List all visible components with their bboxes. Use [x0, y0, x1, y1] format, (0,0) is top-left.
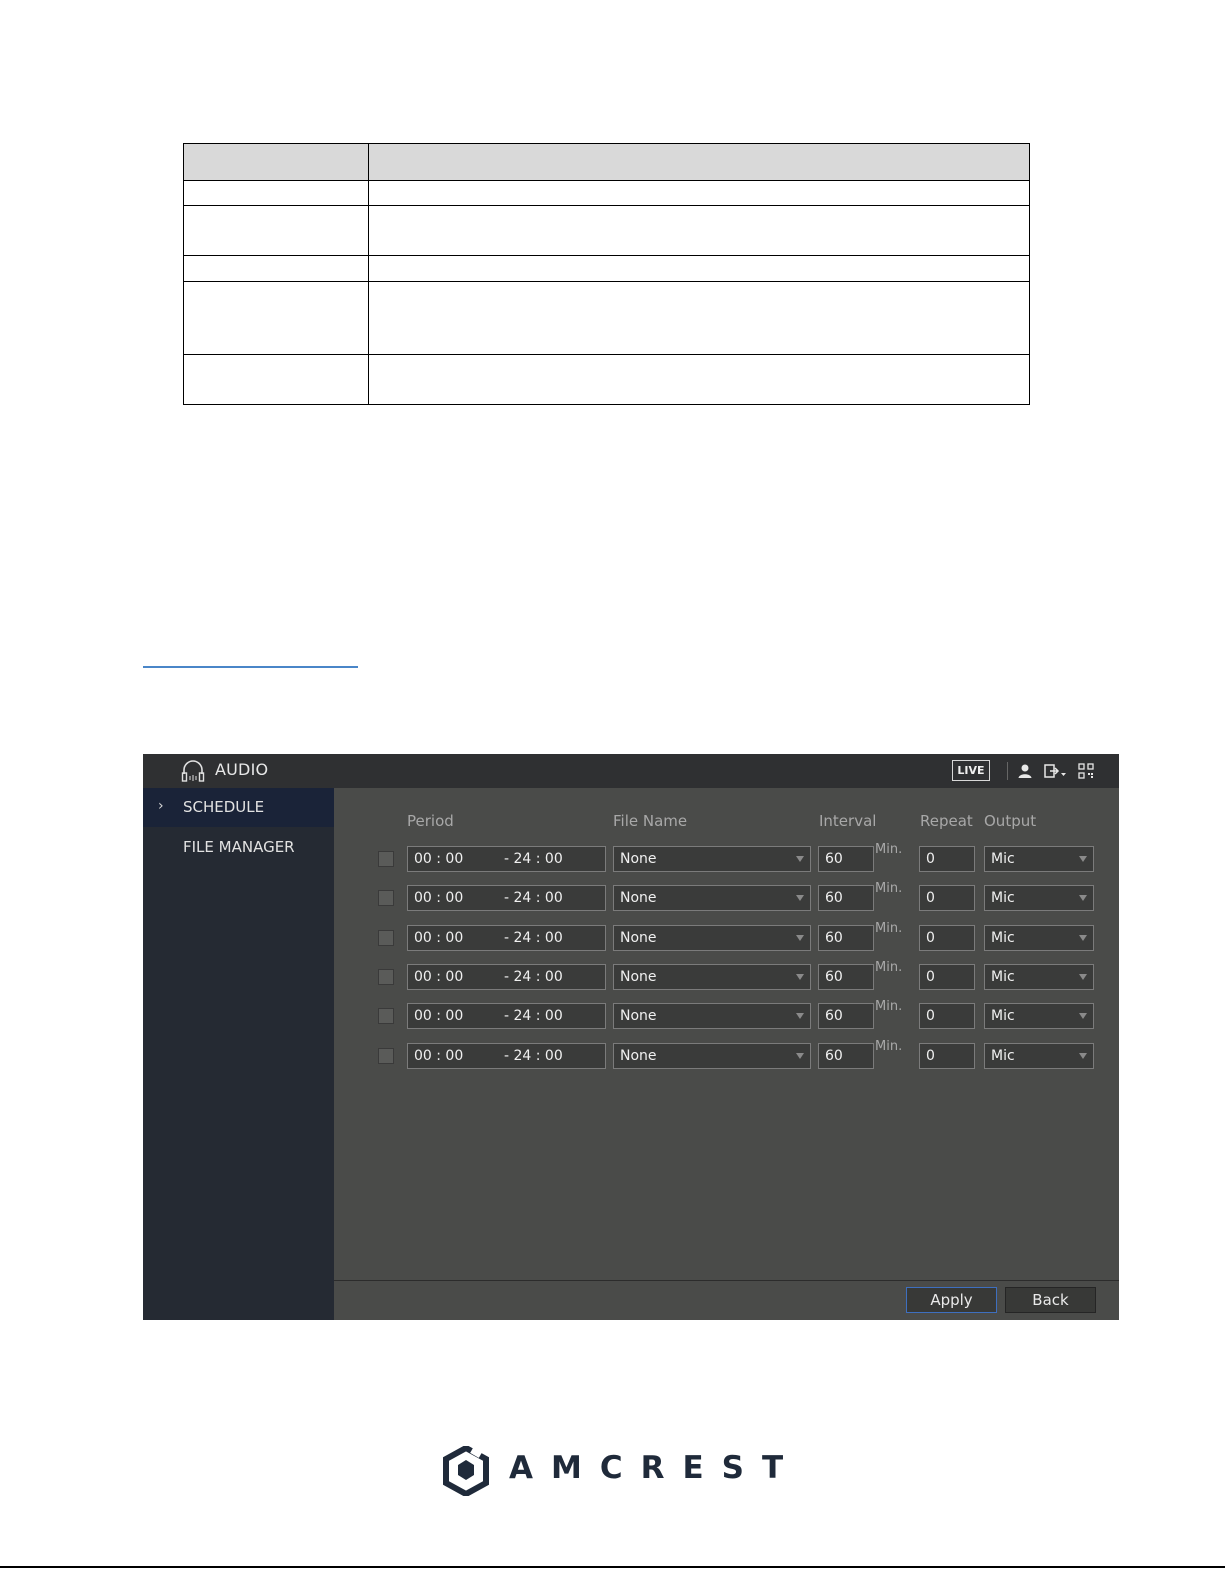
user-icon[interactable] — [1016, 762, 1034, 780]
period-end: - 24 : 00 — [504, 890, 563, 906]
table-cell — [184, 355, 369, 405]
file-name-value: None — [620, 930, 657, 946]
table-row — [184, 181, 1030, 206]
repeat-input[interactable]: 0 — [919, 1043, 975, 1069]
footer-divider — [334, 1280, 1119, 1281]
table-cell — [184, 256, 369, 282]
live-button[interactable]: LIVE — [952, 760, 990, 781]
qr-code-icon[interactable] — [1077, 762, 1095, 780]
period-end: - 24 : 00 — [504, 1008, 563, 1024]
output-select[interactable] — [984, 846, 1094, 872]
interval-unit: Min. — [875, 842, 903, 857]
table-cell — [184, 282, 369, 355]
file-name-value: None — [620, 851, 657, 867]
table-cell — [184, 206, 369, 256]
period-input[interactable] — [407, 1003, 606, 1029]
row-enable-checkbox[interactable] — [378, 851, 394, 867]
dropdown-arrow-icon — [796, 1053, 804, 1059]
interval-unit: Min. — [875, 1039, 903, 1054]
row-enable-checkbox[interactable] — [378, 969, 394, 985]
audio-settings-window — [143, 754, 1119, 1320]
period-input[interactable] — [407, 1043, 606, 1069]
table-row — [184, 282, 1030, 355]
table-cell — [369, 256, 1030, 282]
output-value: Mic — [991, 1048, 1015, 1064]
chevron-right-icon: › — [158, 798, 164, 814]
period-input[interactable] — [407, 846, 606, 872]
interval-input[interactable]: 60 — [818, 925, 874, 951]
interval-unit: Min. — [875, 881, 903, 896]
table-cell — [369, 181, 1030, 206]
dropdown-arrow-icon — [796, 974, 804, 980]
interval-input[interactable]: 60 — [818, 1003, 874, 1029]
headphones-icon — [181, 758, 205, 784]
output-select[interactable] — [984, 1003, 1094, 1029]
table-cell — [369, 282, 1030, 355]
back-button[interactable]: Back — [1005, 1287, 1096, 1313]
dropdown-arrow-icon — [1079, 935, 1087, 941]
schedule-row — [334, 960, 1119, 990]
period-start: 00 : 00 — [414, 890, 464, 906]
table-cell — [184, 181, 369, 206]
file-name-value: None — [620, 969, 657, 985]
column-header-interval: Interval — [819, 812, 877, 830]
dropdown-arrow-icon — [1079, 974, 1087, 980]
repeat-input[interactable]: 0 — [919, 1003, 975, 1029]
file-name-value: None — [620, 890, 657, 906]
period-end: - 24 : 00 — [504, 969, 563, 985]
interval-unit: Min. — [875, 999, 903, 1014]
output-value: Mic — [991, 930, 1015, 946]
period-end: - 24 : 00 — [504, 1048, 563, 1064]
table-cell — [184, 144, 369, 181]
amcrest-logo-icon — [443, 1446, 489, 1496]
file-name-value: None — [620, 1048, 657, 1064]
period-end: - 24 : 00 — [504, 851, 563, 867]
hyperlink-underline[interactable] — [143, 666, 358, 668]
column-header-file-name: File Name — [613, 812, 688, 830]
interval-input[interactable]: 60 — [818, 885, 874, 911]
row-enable-checkbox[interactable] — [378, 1048, 394, 1064]
output-select[interactable] — [984, 1043, 1094, 1069]
doc-table — [183, 143, 1030, 405]
schedule-row — [334, 921, 1119, 951]
period-start: 00 : 00 — [414, 1048, 464, 1064]
output-select[interactable] — [984, 964, 1094, 990]
column-header-output: Output — [984, 812, 1037, 830]
output-select[interactable] — [984, 925, 1094, 951]
output-value: Mic — [991, 969, 1015, 985]
period-input[interactable] — [407, 925, 606, 951]
interval-input[interactable]: 60 — [818, 846, 874, 872]
title-bar — [143, 754, 1119, 788]
schedule-row — [334, 999, 1119, 1029]
file-name-select[interactable] — [613, 925, 811, 951]
table-header-row — [184, 144, 1030, 181]
interval-input[interactable]: 60 — [818, 964, 874, 990]
dropdown-arrow-icon — [796, 895, 804, 901]
amcrest-logo-text: AMCREST — [509, 1450, 802, 1486]
table-row — [184, 355, 1030, 405]
repeat-input[interactable]: 0 — [919, 885, 975, 911]
row-enable-checkbox[interactable] — [378, 890, 394, 906]
dropdown-arrow-icon — [796, 1013, 804, 1019]
table-row — [184, 206, 1030, 256]
file-name-select[interactable] — [613, 885, 811, 911]
schedule-row — [334, 881, 1119, 911]
dropdown-arrow-icon — [796, 856, 804, 862]
repeat-input[interactable]: 0 — [919, 925, 975, 951]
period-start: 00 : 00 — [414, 930, 464, 946]
sidebar — [143, 788, 334, 1320]
schedule-panel — [334, 788, 1119, 1320]
period-input[interactable] — [407, 885, 606, 911]
dropdown-arrow-icon — [1079, 895, 1087, 901]
row-enable-checkbox[interactable] — [378, 930, 394, 946]
file-name-value: None — [620, 1008, 657, 1024]
period-start: 00 : 00 — [414, 969, 464, 985]
dropdown-arrow-icon — [1079, 1053, 1087, 1059]
interval-input[interactable]: 60 — [818, 1043, 874, 1069]
table-row — [184, 256, 1030, 282]
file-name-select[interactable] — [613, 1003, 811, 1029]
period-input[interactable] — [407, 964, 606, 990]
period-end: - 24 : 00 — [504, 930, 563, 946]
column-header-period: Period — [407, 812, 454, 830]
repeat-input[interactable]: 0 — [919, 846, 975, 872]
row-enable-checkbox[interactable] — [378, 1008, 394, 1024]
file-name-select[interactable] — [613, 1043, 811, 1069]
sidebar-item-file-manager[interactable] — [143, 828, 334, 867]
sidebar-item-schedule[interactable] — [143, 788, 334, 827]
output-value: Mic — [991, 851, 1015, 867]
period-start: 00 : 00 — [414, 1008, 464, 1024]
interval-unit: Min. — [875, 921, 903, 936]
file-name-select[interactable] — [613, 846, 811, 872]
interval-unit: Min. — [875, 960, 903, 975]
sidebar-item-label: FILE MANAGER — [183, 838, 295, 856]
output-select[interactable] — [984, 885, 1094, 911]
output-value: Mic — [991, 1008, 1015, 1024]
page-title: AUDIO — [215, 760, 269, 779]
repeat-input[interactable]: 0 — [919, 964, 975, 990]
table-cell — [369, 355, 1030, 405]
dropdown-arrow-icon — [796, 935, 804, 941]
logout-icon[interactable] — [1042, 762, 1068, 780]
schedule-row — [334, 842, 1119, 872]
table-cell — [369, 144, 1030, 181]
sidebar-item-label: SCHEDULE — [183, 798, 265, 816]
dropdown-arrow-icon — [1079, 856, 1087, 862]
page-bottom-rule — [0, 1566, 1225, 1568]
toolbar-divider — [1007, 762, 1008, 780]
schedule-row — [334, 1039, 1119, 1069]
period-start: 00 : 00 — [414, 851, 464, 867]
table-cell — [369, 206, 1030, 256]
output-value: Mic — [991, 890, 1015, 906]
column-header-repeat: Repeat — [920, 812, 973, 830]
file-name-select[interactable] — [613, 964, 811, 990]
dropdown-arrow-icon — [1079, 1013, 1087, 1019]
apply-button[interactable]: Apply — [906, 1287, 997, 1313]
